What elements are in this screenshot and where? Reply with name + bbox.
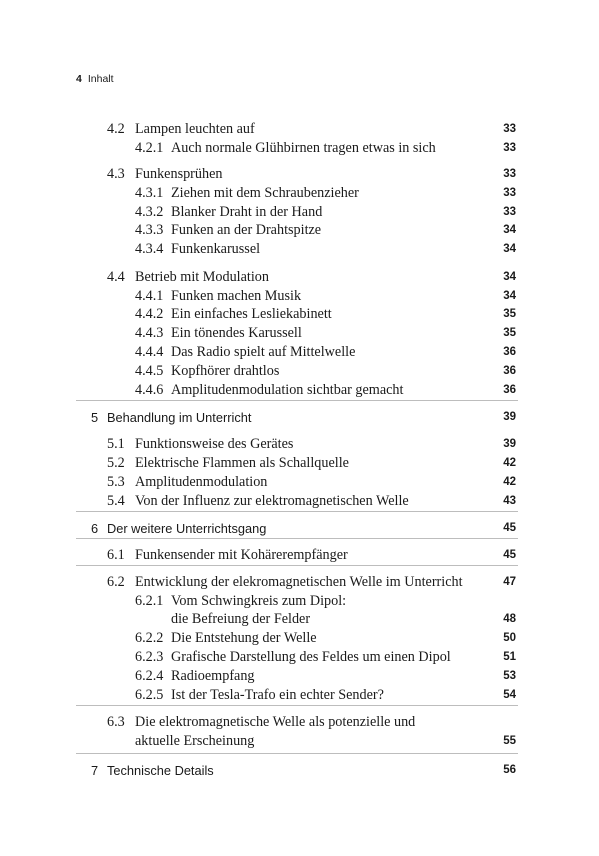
- toc-entry-page: 55: [503, 735, 516, 747]
- toc-entry-title: Der weitere Unterrichtsgang: [107, 521, 267, 536]
- toc-entry-title: Funkenkarussel: [171, 241, 261, 257]
- toc-entry-title: Blanker Draht in der Hand: [171, 204, 323, 220]
- toc-entry-title: aktuelle Erscheinung: [135, 733, 255, 749]
- toc-entry-page: 39: [503, 438, 516, 450]
- toc-entry-page: 36: [503, 346, 516, 358]
- section-divider: [76, 705, 518, 706]
- toc-entry-number: 6.3: [107, 714, 125, 730]
- toc-entry-number: 4.4.1: [135, 288, 164, 304]
- section-divider: [76, 753, 518, 754]
- toc-entry-page: 56: [503, 764, 516, 776]
- toc-entry-title: Funktionsweise des Gerätes: [135, 436, 294, 452]
- toc-entry-number: 4.2.1: [135, 140, 164, 156]
- toc-entry-title: Die elektromagnetische Welle als potenzielle und: [135, 714, 416, 730]
- toc-entry-number: 5.2: [107, 455, 125, 471]
- toc-entry-page: 51: [503, 651, 516, 663]
- toc-entry-number: 6.1: [107, 547, 125, 563]
- toc-entry-page: 36: [503, 365, 516, 377]
- toc-entry-page: 35: [503, 327, 516, 339]
- toc-entry-title: Grafische Darstellung des Feldes um einen Dipol: [171, 649, 451, 665]
- toc-entry-page: 48: [503, 613, 516, 625]
- toc-entry-number: 5: [91, 410, 99, 425]
- toc-entry-page: 50: [503, 632, 516, 644]
- toc-entry-page: 45: [503, 522, 516, 534]
- toc-entry-title: Funken machen Musik: [171, 288, 302, 304]
- toc-entry-page: 34: [503, 290, 516, 302]
- toc-entry-number: 6.2.2: [135, 630, 164, 646]
- toc-entry-number: 4.4.5: [135, 363, 164, 379]
- toc-entry-number: 4.3.1: [135, 185, 164, 201]
- toc-entry-title: Lampen leuchten auf: [135, 121, 255, 137]
- toc-entry-title: Ein tönendes Karussell: [171, 325, 302, 341]
- toc-entry-title: Ist der Tesla-Trafo ein echter Sender?: [171, 687, 384, 703]
- toc-entry-title: Funkensprühen: [135, 166, 223, 182]
- toc-entry-page: 33: [503, 123, 516, 135]
- toc-entry-title: Vom Schwingkreis zum Dipol:: [171, 593, 347, 609]
- toc-entry-number: 6.2.5: [135, 687, 164, 703]
- toc-entry-title: Amplitudenmodulation: [135, 474, 268, 490]
- toc-entry-page: 53: [503, 670, 516, 682]
- toc-entry-page: 33: [503, 168, 516, 180]
- toc-entry-number: 4.4.4: [135, 344, 164, 360]
- toc-entry-number: 4.2: [107, 121, 125, 137]
- toc-entry-title: Ziehen mit dem Schraubenzieher: [171, 185, 359, 201]
- running-header: [76, 73, 114, 85]
- section-divider: [76, 538, 518, 539]
- toc-entry-page: 47: [503, 576, 516, 588]
- toc-entry-page: 35: [503, 308, 516, 320]
- toc-entry-page: 34: [503, 271, 516, 283]
- header-title: Inhalt: [87, 73, 114, 85]
- toc-entry-page: 45: [503, 549, 516, 561]
- toc-entry-number: 6.2.3: [135, 649, 164, 665]
- toc-entry-number: 4.3: [107, 166, 125, 182]
- toc-entry-number: 6.2.4: [135, 668, 164, 684]
- toc-entry-page: 42: [503, 457, 516, 469]
- toc-entry-page: 34: [503, 224, 516, 236]
- toc-entry-title: Die Entstehung der Welle: [171, 630, 317, 646]
- toc-entry-number: 7: [91, 763, 99, 778]
- toc-entry-number: 4.3.3: [135, 222, 164, 238]
- toc-entry-number: 4.4.2: [135, 306, 164, 322]
- toc-entry-number: 4.4.6: [135, 382, 164, 398]
- toc-entry-title: Betrieb mit Modulation: [135, 269, 269, 285]
- toc-entry-number: 6.2.1: [135, 593, 164, 609]
- section-divider: [76, 565, 518, 566]
- toc-entry-title: Das Radio spielt auf Mittelwelle: [171, 344, 356, 360]
- toc-entry-number: 5.1: [107, 436, 125, 452]
- toc-entry-title: Radioempfang: [171, 668, 255, 684]
- toc-entry-page: 33: [503, 187, 516, 199]
- toc-entry-number: 4.4: [107, 269, 125, 285]
- toc-entry-number: 5.3: [107, 474, 125, 490]
- header-page-number: 4: [76, 73, 82, 85]
- toc-entry-title: Funkensender mit Kohärerempfänger: [135, 547, 348, 563]
- toc-entry-page: 39: [503, 411, 516, 423]
- toc-entry-number: 6: [91, 521, 99, 536]
- toc-entry-page: 33: [503, 142, 516, 154]
- toc-entry-page: 54: [503, 689, 516, 701]
- toc-entry-number: 4.4.3: [135, 325, 164, 341]
- toc-entry-page: 43: [503, 495, 516, 507]
- toc-entry-title: Elektrische Flammen als Schallquelle: [135, 455, 349, 471]
- toc-entry-number: 4.3.4: [135, 241, 164, 257]
- toc-entry-title: Von der Influenz zur elektromagnetischen Welle: [135, 493, 409, 509]
- section-divider: [76, 400, 518, 401]
- toc-entry-title: Kopfhörer drahtlos: [171, 363, 280, 379]
- toc-entry-number: 5.4: [107, 493, 125, 509]
- toc-entry-number: 4.3.2: [135, 204, 164, 220]
- toc-entry-title: Ein einfaches Lesliekabinett: [171, 306, 332, 322]
- toc-entry-title: Technische Details: [107, 763, 214, 778]
- toc-entry-title: Behandlung im Unterricht: [107, 410, 252, 425]
- toc-entry-page: 33: [503, 206, 516, 218]
- toc-entry-page: 36: [503, 384, 516, 396]
- toc-entry-title: Entwicklung der elekromagnetischen Welle im Unterricht: [135, 574, 463, 590]
- toc-entry-page: 42: [503, 476, 516, 488]
- toc-entry-title: die Befreiung der Felder: [171, 611, 311, 627]
- toc-entry-page: 34: [503, 243, 516, 255]
- toc-entry-title: Amplitudenmodulation sichtbar gemacht: [171, 382, 404, 398]
- toc-entry-number: 6.2: [107, 574, 125, 590]
- section-divider: [76, 511, 518, 512]
- toc-entry-title: Auch normale Glühbirnen tragen etwas in sich: [171, 140, 436, 156]
- toc-entry-title: Funken an der Drahtspitze: [171, 222, 322, 238]
